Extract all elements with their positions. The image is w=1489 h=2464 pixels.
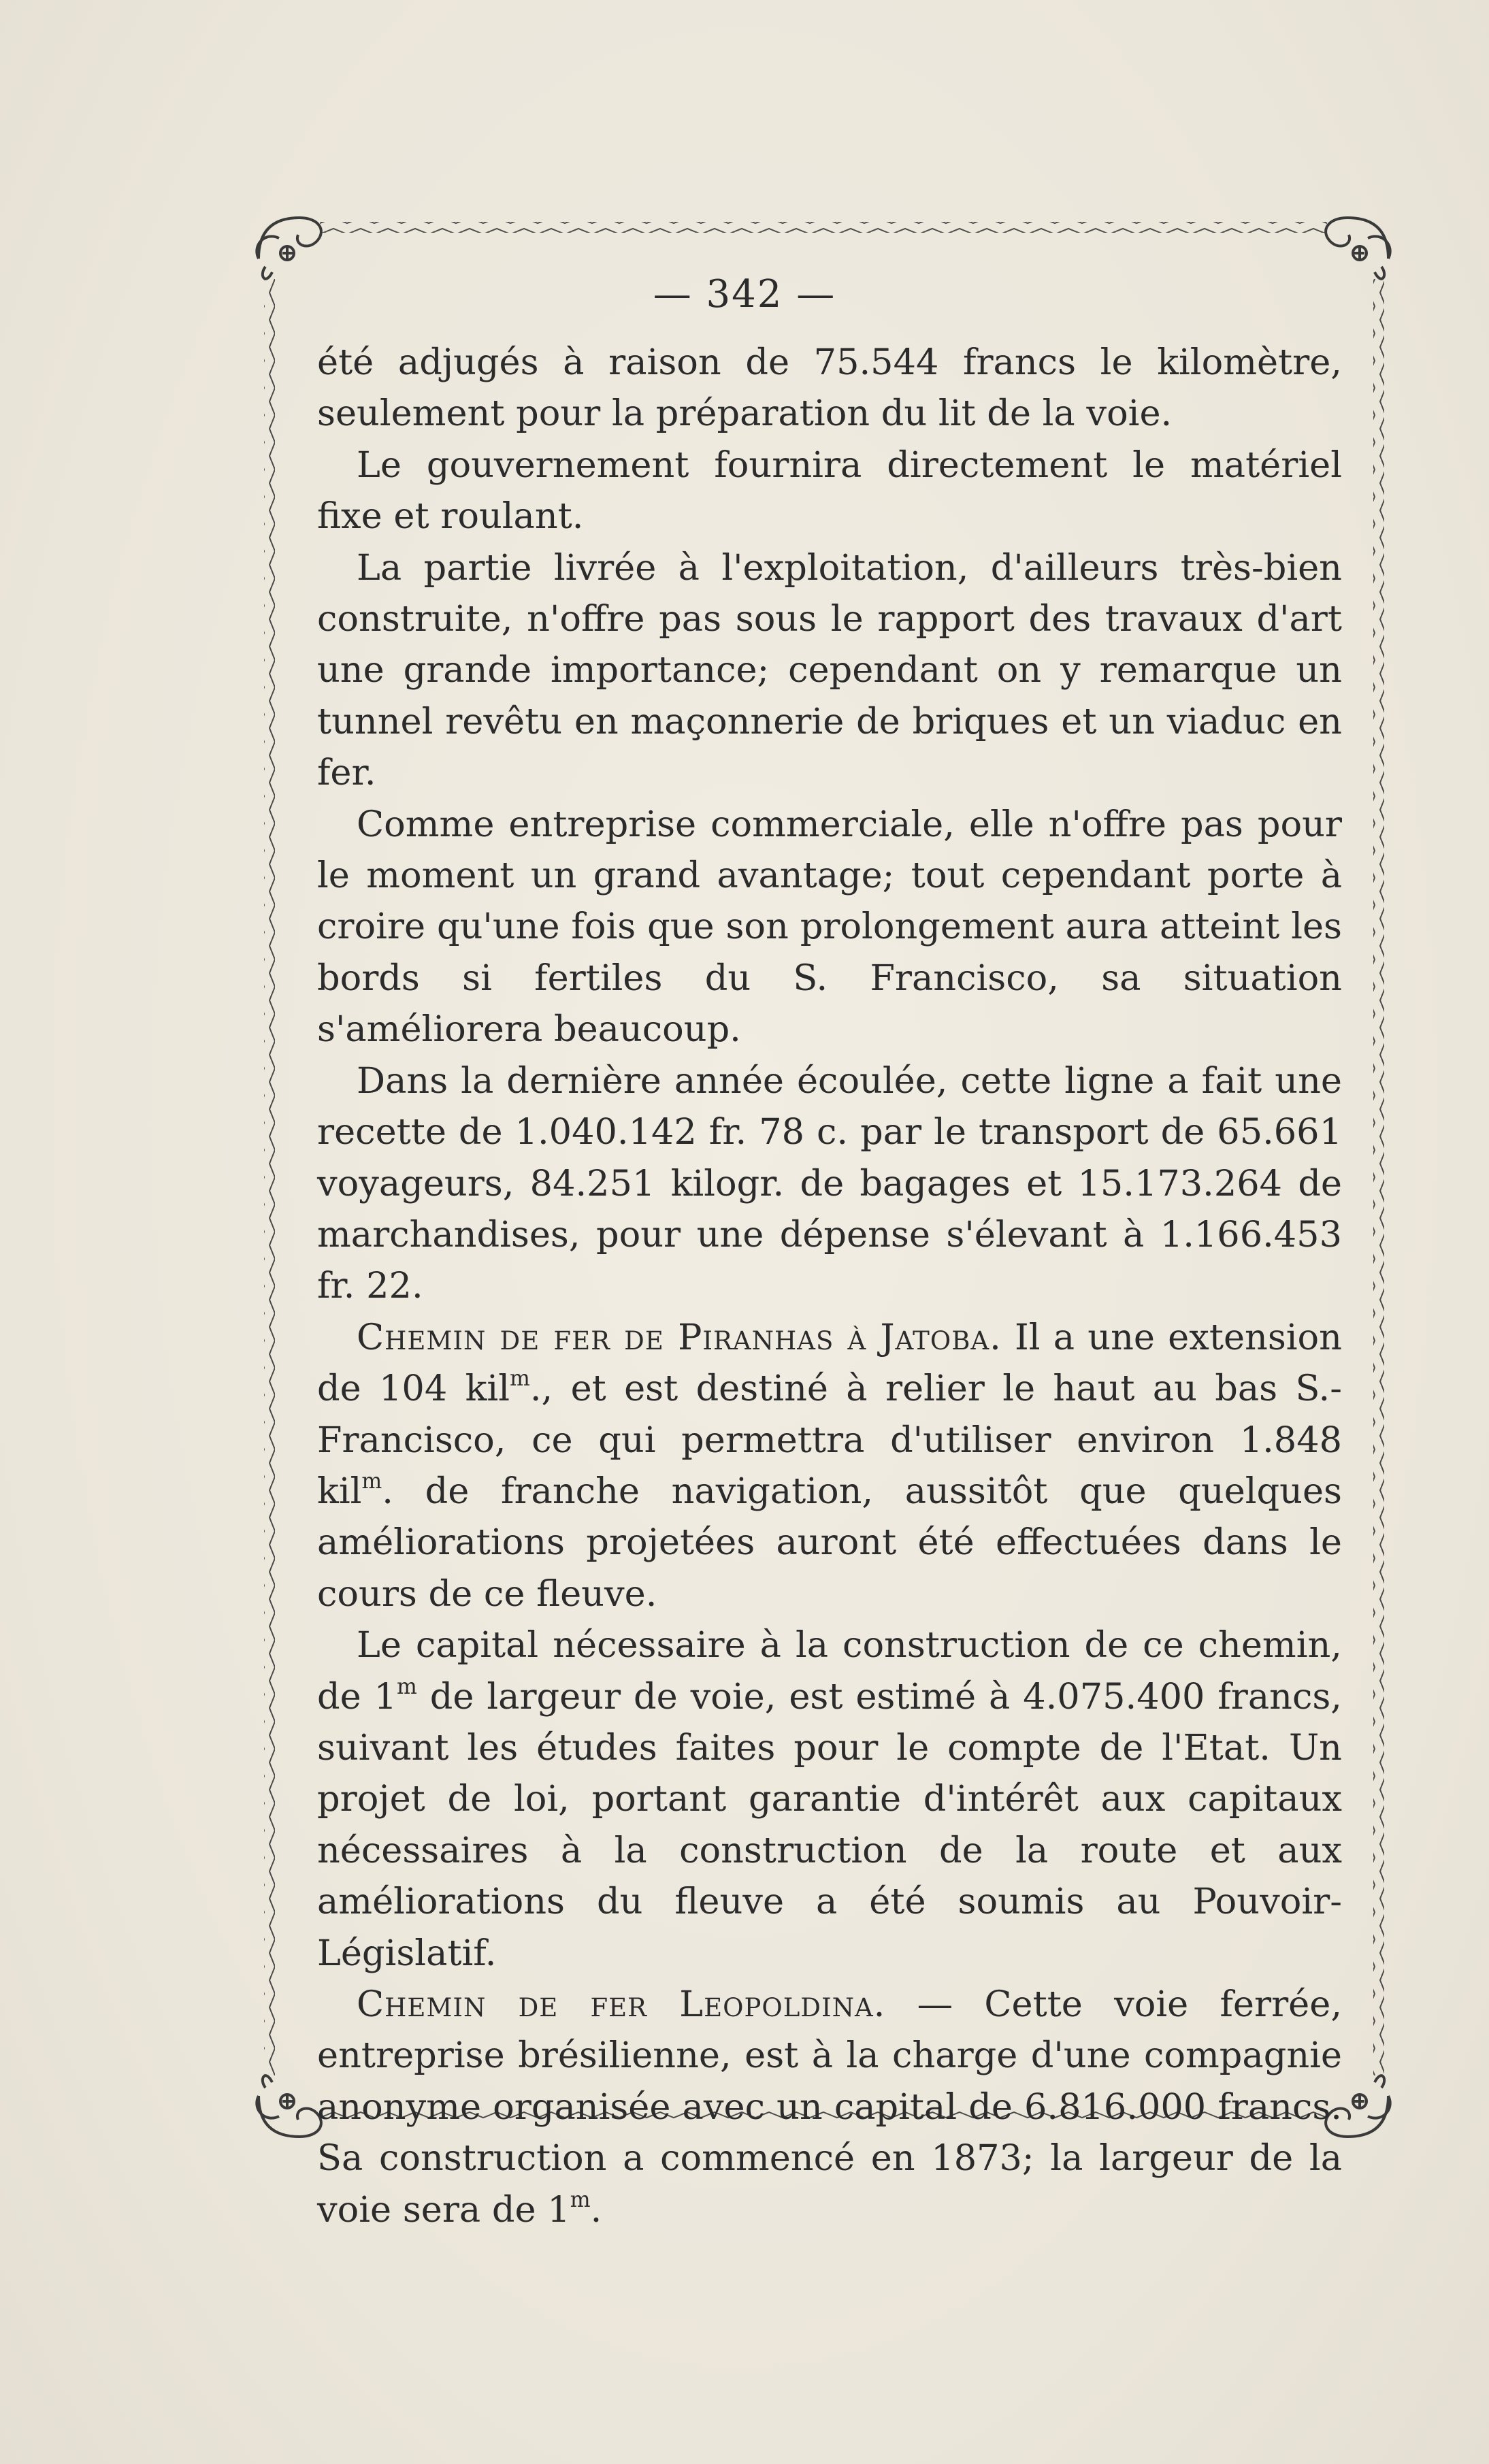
section-heading-leopoldina: Chemin de fer Leopoldina. (357, 1984, 886, 2025)
paragraph-piranhas: Chemin de fer de Piranhas à Jatoba. Il a une extension de 104 kil$^m$., et est destiné à relier le haut au bas S.-Francisco, ce qui permettra d'utiliser environ 1.848 kil$^m$. de franche navigation, aussitôt que quelques améliorations projetées auront été effectuées dans le cours de ce fleuve. (317, 1316, 1342, 1615)
paragraph: Le gouvernement fournira directement le matériel fixe et roulant. (317, 444, 1342, 538)
paragraph-capital: Le capital nécessaire à la construction de ce chemin, de 1$^m$ de largeur de voie, est estimé à 4.075.400 francs, suivant les études faites pour le compte de l'Etat. Un projet de loi, portant garantie d'intérêt aux capitaux nécessaires à la construction de la route et aux améliorations du fleuve a été soumis au Pouvoir-Législatif. (317, 1624, 1342, 1974)
paragraph-continuation: été adjugés à raison de 75.544 francs le kilomètre, seulement pour la préparation du lit de la voie. (317, 342, 1342, 435)
section-heading-piranhas: Chemin de fer de Piranhas à Jatoba. (357, 1316, 1002, 1358)
left-border-rule (264, 279, 275, 2075)
body-text (317, 337, 1342, 2235)
paragraph: La partie livrée à l'exploitation, d'ailleurs très-bien construite, n'offre pas sous le rapport des travaux d'art une grande importance; cependant on y remarque un tunnel revêtu en maçonnerie de briques et un viaduc en fer. (317, 546, 1342, 794)
paragraph-leopoldina: Chemin de fer Leopoldina. — Cette voie ferrée, entreprise brésilienne, est à la charge d'une compagnie anonyme organisée avec un capital de 6.816.000 francs. Sa construction a commencé en 1873; la largeur de la voie sera de 1$^m$. (317, 1984, 1343, 2231)
bottom-left-corner-ornament-icon (257, 2075, 321, 2137)
top-right-corner-ornament-icon (1326, 218, 1390, 279)
page-number: — 342 — (653, 272, 836, 316)
top-border-rule (320, 222, 1327, 233)
paragraph: Dans la dernière année écoulée, cette ligne a fait une recette de 1.040.142 fr. 78 c. par le transport de 65.661 voyageurs, 84.251 kilogr. de bagages et 15.173.264 de marchandises, pour une dépense s'élevant à 1.166.453 fr. 22. (317, 1059, 1342, 1307)
paragraph: Comme entreprise commerciale, elle n'offre pas pour le moment un grand avantage; tout cependant porte à croire qu'une fois que son prolongement aura atteint les bords si fertiles du S. Francisco, sa situation s'améliorera beaucoup. (317, 803, 1342, 1051)
top-left-corner-ornament-icon (257, 218, 321, 279)
right-border-rule (1373, 279, 1384, 2075)
